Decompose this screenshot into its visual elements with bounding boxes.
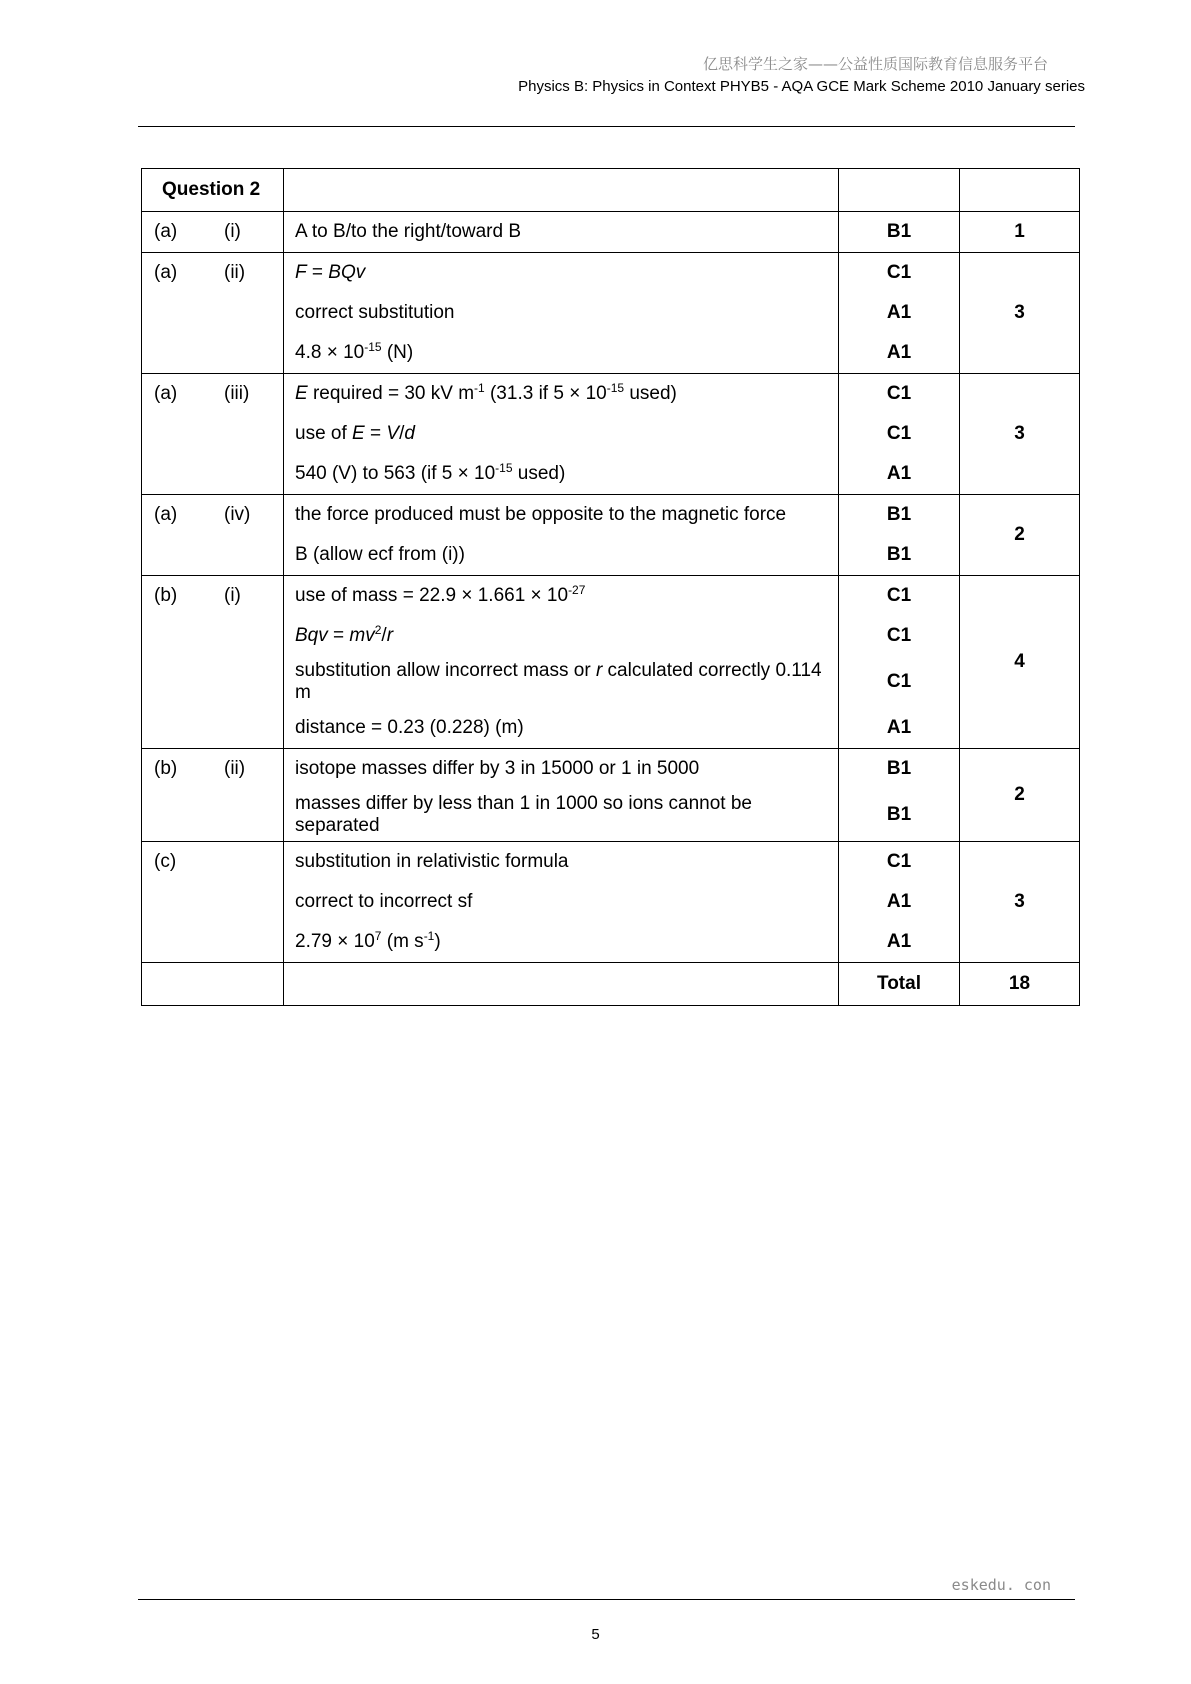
part-label-cell [142,212,284,253]
subpart-label: (iv) [224,504,251,525]
empty-cell [142,963,284,1006]
row-total: 3 [960,374,1080,495]
answer-line: B (allow ecf from (i)) [295,544,465,565]
answer-line: the force produced must be opposite to the magnetic force [295,504,787,525]
mark-cell [839,749,960,842]
header-rule [138,126,1075,127]
mark-code: B1 [886,221,912,242]
answer-cell [284,842,839,963]
footer-watermark: eskedu. con [951,1576,1051,1594]
mark-code: C1 [886,423,912,444]
answer-cell [284,576,839,749]
mark-code: A1 [886,342,912,363]
answer-line: masses differ by less than 1 in 1000 so ions cannot be separated [295,793,752,836]
subpart-label: (ii) [224,758,246,779]
answer-line: A to B/to the right/toward B [295,221,522,242]
empty-cell [960,169,1080,212]
total-row [142,963,1080,1006]
part-label: (a) [154,383,178,404]
answer-line: substitution allow incorrect mass or r calculated correctly 0.114 m [295,660,822,703]
mark-scheme-row [142,495,1080,576]
answer-line: Bqv = $mv^2/r$ [295,623,394,646]
empty-cell [839,169,960,212]
mark-code: A1 [886,717,912,738]
part-label-cell [142,495,284,576]
mark-code: C1 [886,383,912,404]
subpart-label: (i) [224,221,241,242]
part-label-cell [142,253,284,374]
row-total: 3 [960,253,1080,374]
part-label: (b) [154,585,178,606]
row-total: 2 [960,495,1080,576]
part-label: (a) [154,221,178,242]
mark-scheme-row [142,842,1080,963]
mark-scheme-row [142,374,1080,495]
subpart-label: (ii) [224,262,246,283]
answer-line: $4.8 \times 10^{-15}$ (N) [295,340,414,363]
total-label: Total [839,963,960,1006]
mark-code: B1 [886,504,912,525]
answer-line: substitution in relativistic formula [295,851,569,872]
part-label: (a) [154,504,178,525]
part-label-cell [142,374,284,495]
part-label: (c) [154,851,177,872]
row-total: 3 [960,842,1080,963]
mark-cell [839,212,960,253]
answer-cell [284,212,839,253]
mark-cell [839,495,960,576]
mark-scheme-row [142,749,1080,842]
question-title: Question 2 [142,169,284,212]
row-total: 4 [960,576,1080,749]
mark-cell [839,374,960,495]
answer-cell [284,495,839,576]
answer-cell [284,374,839,495]
mark-code: A1 [886,891,912,912]
answer-line: use of mass = $22.9 \times 1.661 \times 10^{-27}$ [295,583,586,606]
mark-code: B1 [886,804,912,825]
mark-scheme-row [142,576,1080,749]
part-label: (a) [154,262,178,283]
question-header-row [142,169,1080,212]
mark-code: A1 [886,302,912,323]
part-label-cell [142,842,284,963]
part-label-cell [142,749,284,842]
subpart-label: (iii) [224,383,250,404]
mark-code: B1 [886,758,912,779]
mark-code: A1 [886,463,912,484]
mark-cell [839,576,960,749]
mark-code: C1 [886,851,912,872]
mark-code: C1 [886,262,912,283]
row-total: 1 [960,212,1080,253]
answer-line: $2.79 \times 10^7$ (m $s^{-1}$) [295,929,441,952]
answer-line: isotope masses differ by 3 in 15000 or 1 in 5000 [295,758,700,779]
mark-code: C1 [886,671,912,692]
page-number: 5 [591,1626,600,1643]
mark-cell [839,842,960,963]
mark-code: C1 [886,625,912,646]
mark-code: C1 [886,585,912,606]
mark-scheme-body [142,169,1080,1006]
answer-line: 540 (V) to 563 (if $5 \times 10^{-15}$ used) [295,461,566,484]
empty-cell [284,963,839,1006]
mark-code: B1 [886,544,912,565]
total-value: 18 [960,963,1080,1006]
answer-cell [284,253,839,374]
mark-scheme-row [142,212,1080,253]
mark-cell [839,253,960,374]
answer-line: F = BQv [295,262,366,283]
answer-cell [284,749,839,842]
answer-line: E required = 30 kV $m^{-1}$ (31.3 if $5 \times 10^{-15}$ used) [295,381,677,404]
row-total: 2 [960,749,1080,842]
answer-line: use of E = V/d [295,423,415,444]
part-label-cell [142,576,284,749]
empty-cell [284,169,839,212]
footer-rule [138,1599,1075,1600]
part-label: (b) [154,758,178,779]
mark-scheme-table [141,168,1080,1006]
answer-line: correct substitution [295,302,455,323]
mark-code: A1 [886,931,912,952]
document-header-title: Physics B: Physics in Context PHYB5 - AQA GCE Mark Scheme 2010 January series [518,78,1085,95]
header-watermark-chinese: 亿思科学生之家——公益性质国际教育信息服务平台 [702,55,1048,73]
answer-line: correct to incorrect sf [295,891,473,912]
mark-scheme-row [142,253,1080,374]
answer-line: distance = 0.23 (0.228) (m) [295,717,524,738]
subpart-label: (i) [224,585,241,606]
